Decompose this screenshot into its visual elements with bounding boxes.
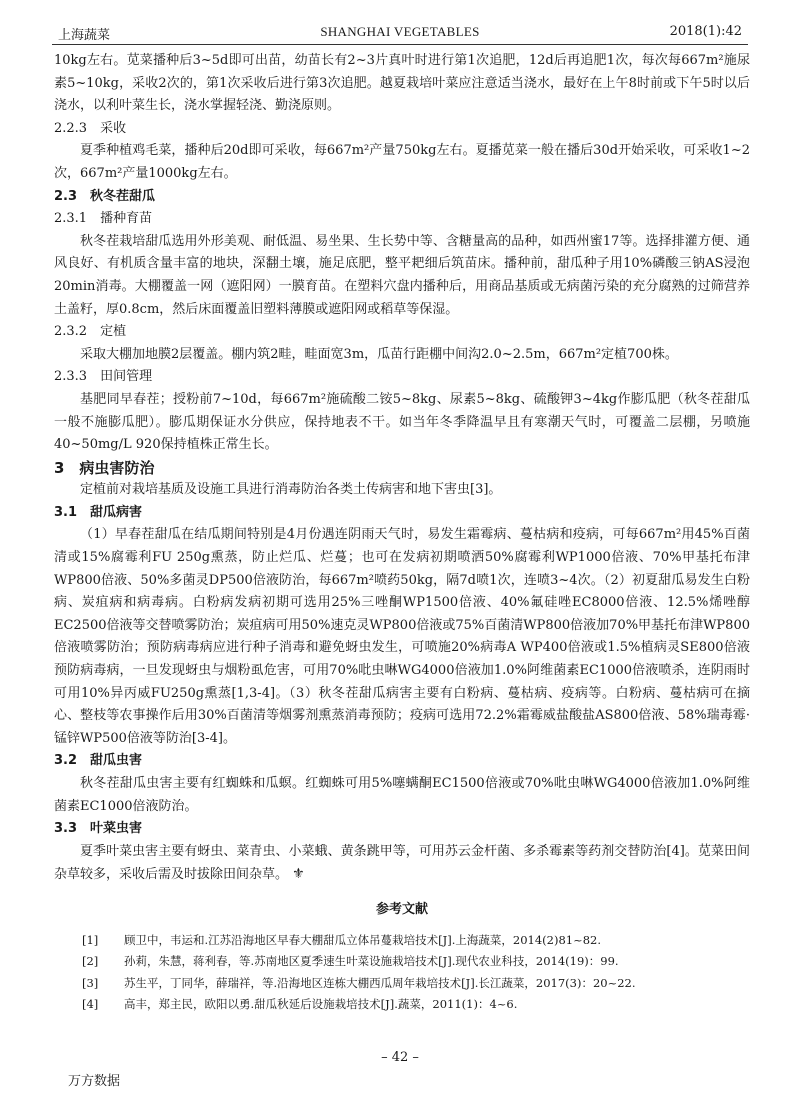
section-heading-3-2: 3.2 甜瓜虫害 <box>54 753 143 769</box>
journal-name-en: SHANGHAI VEGETABLES <box>320 24 480 39</box>
section-heading-3-3: 3.3 叶菜虫害 <box>54 821 143 837</box>
page-number: – 42 – <box>381 1050 419 1065</box>
section-heading-2-3: 2.3 秋冬茬甜瓜 <box>54 188 156 204</box>
paragraph: 秋冬茬栽培甜瓜选用外形美观、耐低温、易坐果、生长势中等、含糖量高的品种，如西州蜜17等。选择排灌方便、通风良好、有机质含量丰富的地块，深翻土壤，施足底肥，整平耙细后筑苗床。播种前，甜瓜种子用10%磷酸三钠AS浸泡20min消毒。大棚覆盖一网（遮阳网）一膜育苗。在塑料穴盘内播种后，用商品基质或无病菌污染的充分腐熟的过筛营养土盖籽，厚0.8cm，然后床面覆盖旧塑料薄膜或遮阳网或稻草等保湿。 <box>54 233 750 317</box>
reference-item: [1] 顾卫中，韦运和.江苏沿海地区早春大棚甜瓜立体吊蔓栽培技术[J].上海蔬菜，2014(2)81~82. <box>82 932 602 947</box>
end-mark-icon: ⚜ <box>292 866 305 883</box>
watermark-text: 万方数据 <box>68 1074 121 1089</box>
paragraph-text: 夏季叶菜虫害主要有蚜虫、菜青虫、小菜蛾、黄条跳甲等，可用苏云金杆菌、多杀霉素等药剂交替防治[4]。苋菜田间杂草较多，采收后需及时拔除田间杂草。 <box>54 843 750 883</box>
paragraph-last <box>54 841 750 887</box>
section-heading-2-3-1: 2.3.1 播种育苗 <box>54 211 153 227</box>
paragraph: 10kg左右。苋菜播种后3~5d即可出苗，幼苗长有2~3片真叶时进行第1次追肥，12d后再追肥1次，每次每667m²施尿素5~10kg，采收2次的，第1次采收后进行第3次追肥。越夏栽培叶菜应注意适当浇水，最好在上午8时前或下午5时以后浇水，以利叶菜生长，浇水掌握轻浇、勤浇原则。 <box>54 53 750 114</box>
reference-item: [4] 高丰，郑主民，欧阳以勇.甜瓜秋延后设施栽培技术[J].蔬菜，2011(1)：4~6. <box>82 997 518 1012</box>
paragraph: 基肥同早春茬；授粉前7~10d，每667m²施硫酸二铵5~8kg、尿素5~8kg、硫酸钾3~4kg作膨瓜肥（秋冬茬甜瓜一般不施膨瓜肥）。膨瓜期保证水分供应，保持地表不干。如当年冬季降温早且有寒潮天气时，可覆盖二层棚，另喷施40~50mg/L 920保持植株正常生长。 <box>54 391 750 453</box>
article-body <box>54 50 750 1016</box>
section-heading-2-2-3: 2.2.3 采收 <box>54 120 127 136</box>
paragraph: 定植前对栽培基质及设施工具进行消毒防治各类土传病害和地下害虫[3]。 <box>80 482 502 498</box>
paragraph: 采取大棚加地膜2层覆盖。棚内筑2畦，畦面宽3m，瓜苗行距棚中间沟2.0~2.5m，667m²定植700株。 <box>80 346 678 362</box>
section-heading-2-3-2: 2.3.2 定植 <box>54 324 127 340</box>
running-header <box>52 22 748 45</box>
paragraph: （1）早春茬甜瓜在结瓜期间特别是4月份遇连阴雨天气时，易发生霜霉病、蔓枯病和疫病，可每667m²用45%百菌清或15%腐霉利FU 250g熏蒸，防止烂瓜、烂蔓；也可在发病初期喷洒50%腐霉利WP1000倍液、70%甲基托布津WP800倍液、50%多菌灵DP500倍液防治，每667m²喷药50kg，隔7d喷1次，连喷3~4次。（2）初夏甜瓜易发生白粉病、炭疽病和病毒病。白粉病发病初期可选用25%三唑酮WP1500倍液、40%氟硅唑EC8000倍液、12.5%烯唑醇EC2500倍液等交替喷雾防治；炭疽病可用50%速克灵WP800倍液或75%百菌清WP800倍液加70%甲基托布津WP800倍液喷雾防治；预防病毒病应进行种子消毒和避免蚜虫发生，可喷施20%病毒A WP400倍液或1.5%植病灵SE800倍液预防病毒病，一旦发现蚜虫与烟粉虱危害，可用70%吡虫啉WG4000倍液加1.0%阿维菌素EC1000倍液喷杀，连阴雨时可用10%异丙威FU250g熏蒸[1,3-4]。（3）秋冬茬甜瓜病害主要有白粉病、蔓枯病、疫病等。白粉病、蔓枯病可在摘心、整枝等农事操作后用30%百菌清等烟雾剂熏蒸消毒预防；疫病可选用72.2%霜霉威盐酸盐AS800倍液、58%瑞毒霉·锰锌WP500倍液等防治[3-4]。 <box>54 527 750 746</box>
paragraph: 秋冬茬甜瓜虫害主要有红蜘蛛和瓜螟。红蜘蛛可用5%噻螨酮EC1500倍液或70%吡虫啉WG4000倍液加1.0%阿维菌素EC1000倍液防治。 <box>54 776 750 814</box>
reference-item: [3] 苏生平，丁同华，薛瑞祥，等.沿海地区连栋大棚西瓜周年栽培技术[J].长江蔬菜，2017(3)：20~22. <box>82 975 636 990</box>
section-heading-3: 3 病虫害防治 <box>54 458 155 477</box>
issue-page: 2018(1):42 <box>669 24 742 39</box>
section-heading-3-1: 3.1 甜瓜病害 <box>54 504 143 520</box>
references-list <box>54 930 750 1016</box>
journal-name-cn: 上海蔬菜 <box>58 28 111 43</box>
references-title: 参考文献 <box>375 901 428 917</box>
reference-item: [2] 孙莉，朱慧，蒋利春，等.苏南地区夏季速生叶菜设施栽培技术[J].现代农业科技，2014(19)：99. <box>82 954 619 969</box>
paragraph: 夏季种植鸡毛菜，播种后20d即可采收，每667m²产量750kg左右。夏播苋菜一般在播后30d开始采收，可采收1~2次，667m²产量1000kg左右。 <box>54 143 750 181</box>
section-heading-2-3-3: 2.3.3 田间管理 <box>54 369 153 385</box>
